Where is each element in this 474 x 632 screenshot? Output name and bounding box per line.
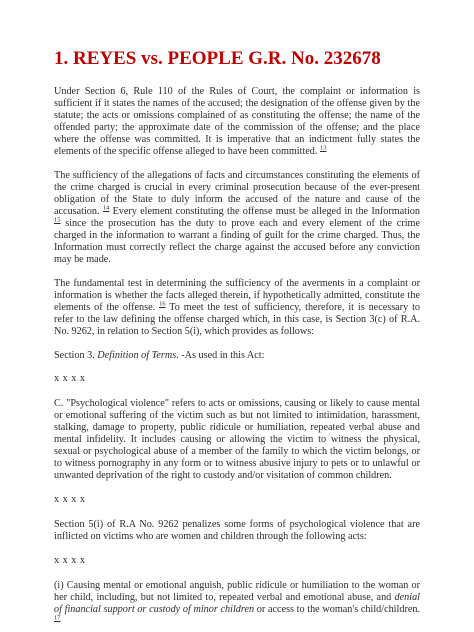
- paragraph-section-3: [54, 350, 420, 362]
- footnote-link[interactable]: 15: [54, 216, 61, 224]
- document-title: 1. REYES vs. PEOPLE G.R. No. 232678: [54, 48, 381, 69]
- paragraph-section-5i: Section 5(i) of R.A No. 9262 penalizes some forms of psychological violence that are inflicted on victims who are women and children through the following acts:: [54, 519, 420, 542]
- italic-phrase: denial of financial support or custody of minor children: [54, 592, 420, 615]
- italic-term: Definition of Terms: [97, 350, 177, 361]
- omission-marker: x x x x: [54, 494, 86, 505]
- paragraph-text: Under Section 6, Rule 110 of the Rules of Court, the complaint or information is sufficient if it states the names of the accused; the designation of the offense given by the statute; the acts or omissions complained of as constituting the offense; the name of the offended party; the approximate date of the commission of the offense; and the place where the offense was committed. It is imperative that an indictment fully states the elements of the specific offense alleged to have been committed.: [54, 86, 420, 157]
- omission-marker: x x x x: [54, 373, 86, 384]
- paragraph-rule-110: [54, 86, 420, 158]
- footnote-link[interactable]: 14: [102, 204, 110, 212]
- paragraph-text: The sufficiency of the allegations of facts and circumstances constituting the elements of the crime charged is crucial in every criminal prosecution because of the ever-present obligation of the State to duly inform the accused of the nature and cause of the accusation.: [54, 170, 420, 217]
- paragraph-item-i: [54, 580, 420, 628]
- paragraph-text: The fundamental test in determining the sufficiency of the averments in a complaint or information is whether the facts alleged therein, if hypothetically admitted, constitute the elements of the offense.: [54, 278, 420, 313]
- paragraph-sufficiency: [54, 170, 420, 266]
- paragraph-text: Section 3.: [54, 350, 98, 361]
- footnote-link[interactable]: 17: [54, 614, 61, 622]
- paragraph-text: since the prosecution has the duty to prove each and every element of the crime charged in the information to warrant a finding of guilt for the crime charged. Thus, the Information must correctly reflect the charge against the accused before any conviction may be made.: [54, 218, 420, 265]
- paragraph-text: Every element constituting the offense must be alleged in the Information: [109, 206, 420, 217]
- paragraph-text: or access to the woman's child/children.: [254, 604, 420, 615]
- footnote-link[interactable]: 16: [159, 300, 166, 308]
- paragraph-text: To meet the test of sufficiency, therefore, it is necessary to refer to the law defining the offense charged which, in this case, is Section 3(c) of R.A. No. 9262, in relation to Section 5(i), which provides as follows:: [54, 302, 420, 337]
- paragraph-psychological-violence: C. "Psychological violence" refers to acts or omissions, causing or likely to cause mental or emotional suffering of the victim such as but not limited to intimidation, harassment, stalking, damage to property, public ridicule or humiliation, repeated verbal abuse and mental infidelity. It includes causing or allowing the victim to witness the physical, sexual or psychological abuse of a member of the family to which the victim belongs, or to witness pornography in any form or to witness abusive injury to pets or to unlawful or unwanted deprivation of the right to custody and/or visitation of common children.: [54, 398, 420, 481]
- omission-marker: x x x x: [54, 555, 86, 566]
- paragraph-text: (i) Causing mental or emotional anguish, public ridicule or humiliation to the woman or her child, including, but not limited to, repeated verbal and emotional abuse, and: [54, 580, 420, 603]
- paragraph-fundamental-test: [54, 278, 420, 338]
- footnote-link[interactable]: 13: [320, 144, 327, 152]
- paragraph-text: . -As used in this Act:: [176, 350, 265, 361]
